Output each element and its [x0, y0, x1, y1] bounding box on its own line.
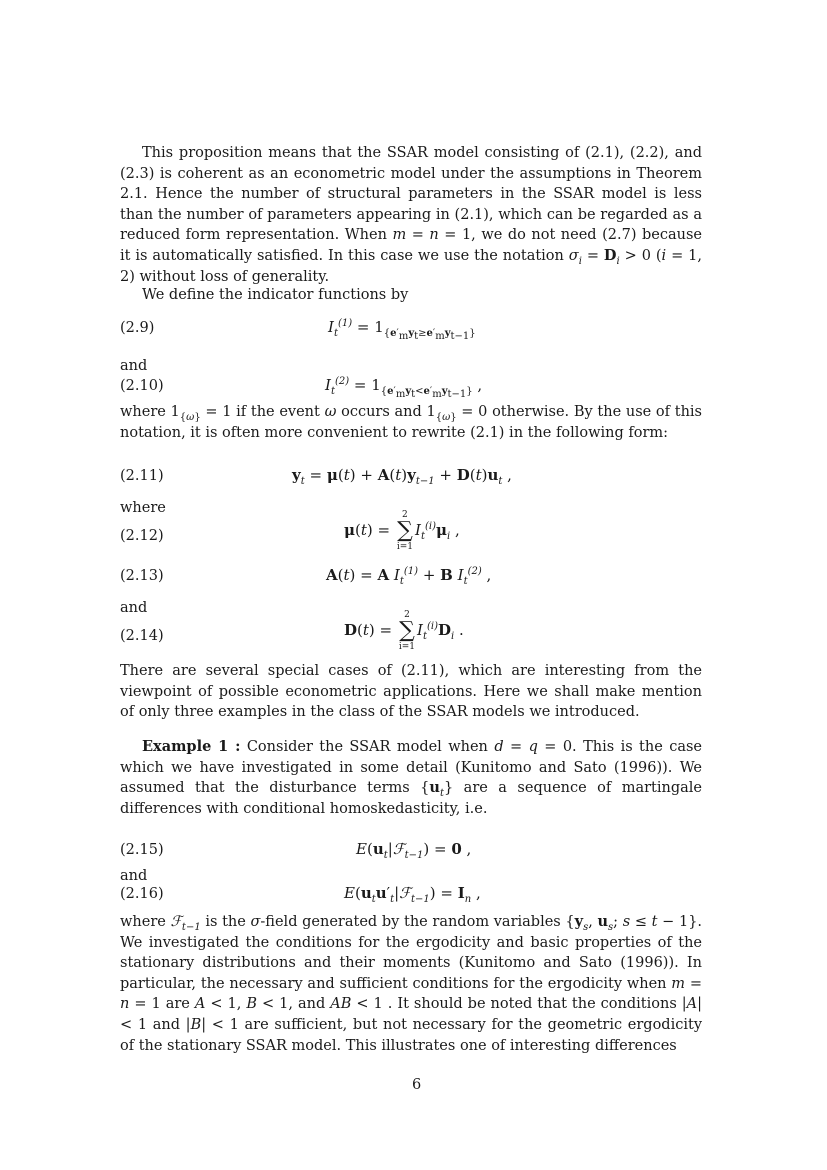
equation-2-12: [120, 510, 702, 554]
equation-number: (2.13): [120, 568, 164, 584]
equation-2-16: [120, 884, 702, 910]
equation-2-13: [120, 566, 702, 592]
equation-body: D(t) = 2 ∑ i=1 $I_t^{(i)}D_i$ .: [344, 610, 464, 652]
equation-2-14: [120, 610, 702, 654]
paragraph-ergodicity: where ℱ$_{t-1}$ is the σ-field generated by the random variables {$y_s$, $u_s$; s ≤ t − 1}. We investigated the conditions for the ergodicity and basic properties of the stationary distributions and their moments (Kunitomo and Sato (1996)). In particular, the necessary and sufficient conditions for the ergodicity when m = n = 1 are A < 1, B < 1, and AB < 1 . It should be noted that the conditions |A| < 1 and |B| < 1 are sufficient, but not necessary for the geometric ergodicity of the stationary SSAR model. This illustrates one of interesting differences: [120, 913, 703, 1054]
equation-body: $E(u_tu'_t|ℱ_{t-1}) = I_n$ ,: [344, 884, 481, 905]
word-and: and: [120, 868, 148, 884]
word-and: and: [120, 600, 148, 616]
equation-2-15: [120, 840, 702, 866]
equation-2-10: [120, 376, 702, 402]
equation-body: $I_t^{(2)} = 1_{\{e'_my_t<e'_my_{t-1}\}}$ ,: [325, 376, 483, 400]
equation-number: (2.9): [120, 320, 155, 336]
paragraph-example-1: Example 1 : Consider the SSAR model when d = q = 0. This is the case which we have investigated in some detail (Kunitomo and Sato (1996)). We assumed that the disturbance terms $\{u_t\}$ are a sequence of martingale differences with conditional homoskedasticity, i.e.: [120, 738, 702, 817]
equation-number: (2.16): [120, 886, 164, 902]
equation-body: μ(t) = 2 ∑ i=1 $I_t^{(i)}\mu_i$ ,: [344, 510, 460, 552]
paragraph-special-cases: There are several special cases of (2.11), which are interesting from the viewpoint of possible econometric applications. Here we shall make mention of only three examples in the class of the SSAR models we introduced.: [120, 663, 702, 721]
equation-number: (2.11): [120, 468, 164, 484]
word-where: where: [120, 500, 166, 516]
equation-body: A(t) = A $I_t^{(1)} + B$ $I_t^{(2)}$ ,: [326, 566, 492, 587]
equation-2-9: [120, 318, 702, 344]
page-number: 6: [412, 1077, 422, 1093]
equation-number: (2.10): [120, 378, 164, 394]
equation-number: (2.15): [120, 842, 164, 858]
example-title: Example 1 :: [142, 738, 241, 755]
equation-body: $y_t = \mu(t) + A(t)y_{t-1} + D(t)u_t$ ,: [292, 466, 512, 487]
equation-body: $E(u_t|ℱ_{t-1}) = 0$ ,: [356, 840, 472, 861]
word-and: and: [120, 358, 148, 374]
equation-number: (2.14): [120, 628, 164, 644]
paragraph-indicator-def: where $1_{\{\omega\}} = 1$ if the event ω occurs and $1_{\{\omega\}} = 0$ otherwise. By the use of this notation, it is often more convenient to rewrite (2.1) in the following form:: [120, 404, 702, 441]
equation-number: (2.12): [120, 528, 164, 544]
equation-2-11: [120, 466, 702, 492]
paragraph-coherence: This proposition means that the SSAR model consisting of (2.1), (2.2), and (2.3) is coherent as an econometric model under the assumptions in Theorem 2.1. Hence the number of structural parameters in the SSAR model is less than the number of parameters appearing in (2.1), which can be regarded as a reduced form representation. When m = n = 1, we do not need (2.7) because it is automatically satisfied. In this case we use the notation $\sigma_i = D_i > 0$ (i = 1, 2) without loss of generality.: [120, 145, 703, 285]
equation-body: $I_t^{(1)} = 1_{\{e'_my_t\ge e'_my_{t-1}\}}$: [328, 318, 476, 342]
paragraph-indicator-intro: We define the indicator functions by: [142, 287, 409, 303]
